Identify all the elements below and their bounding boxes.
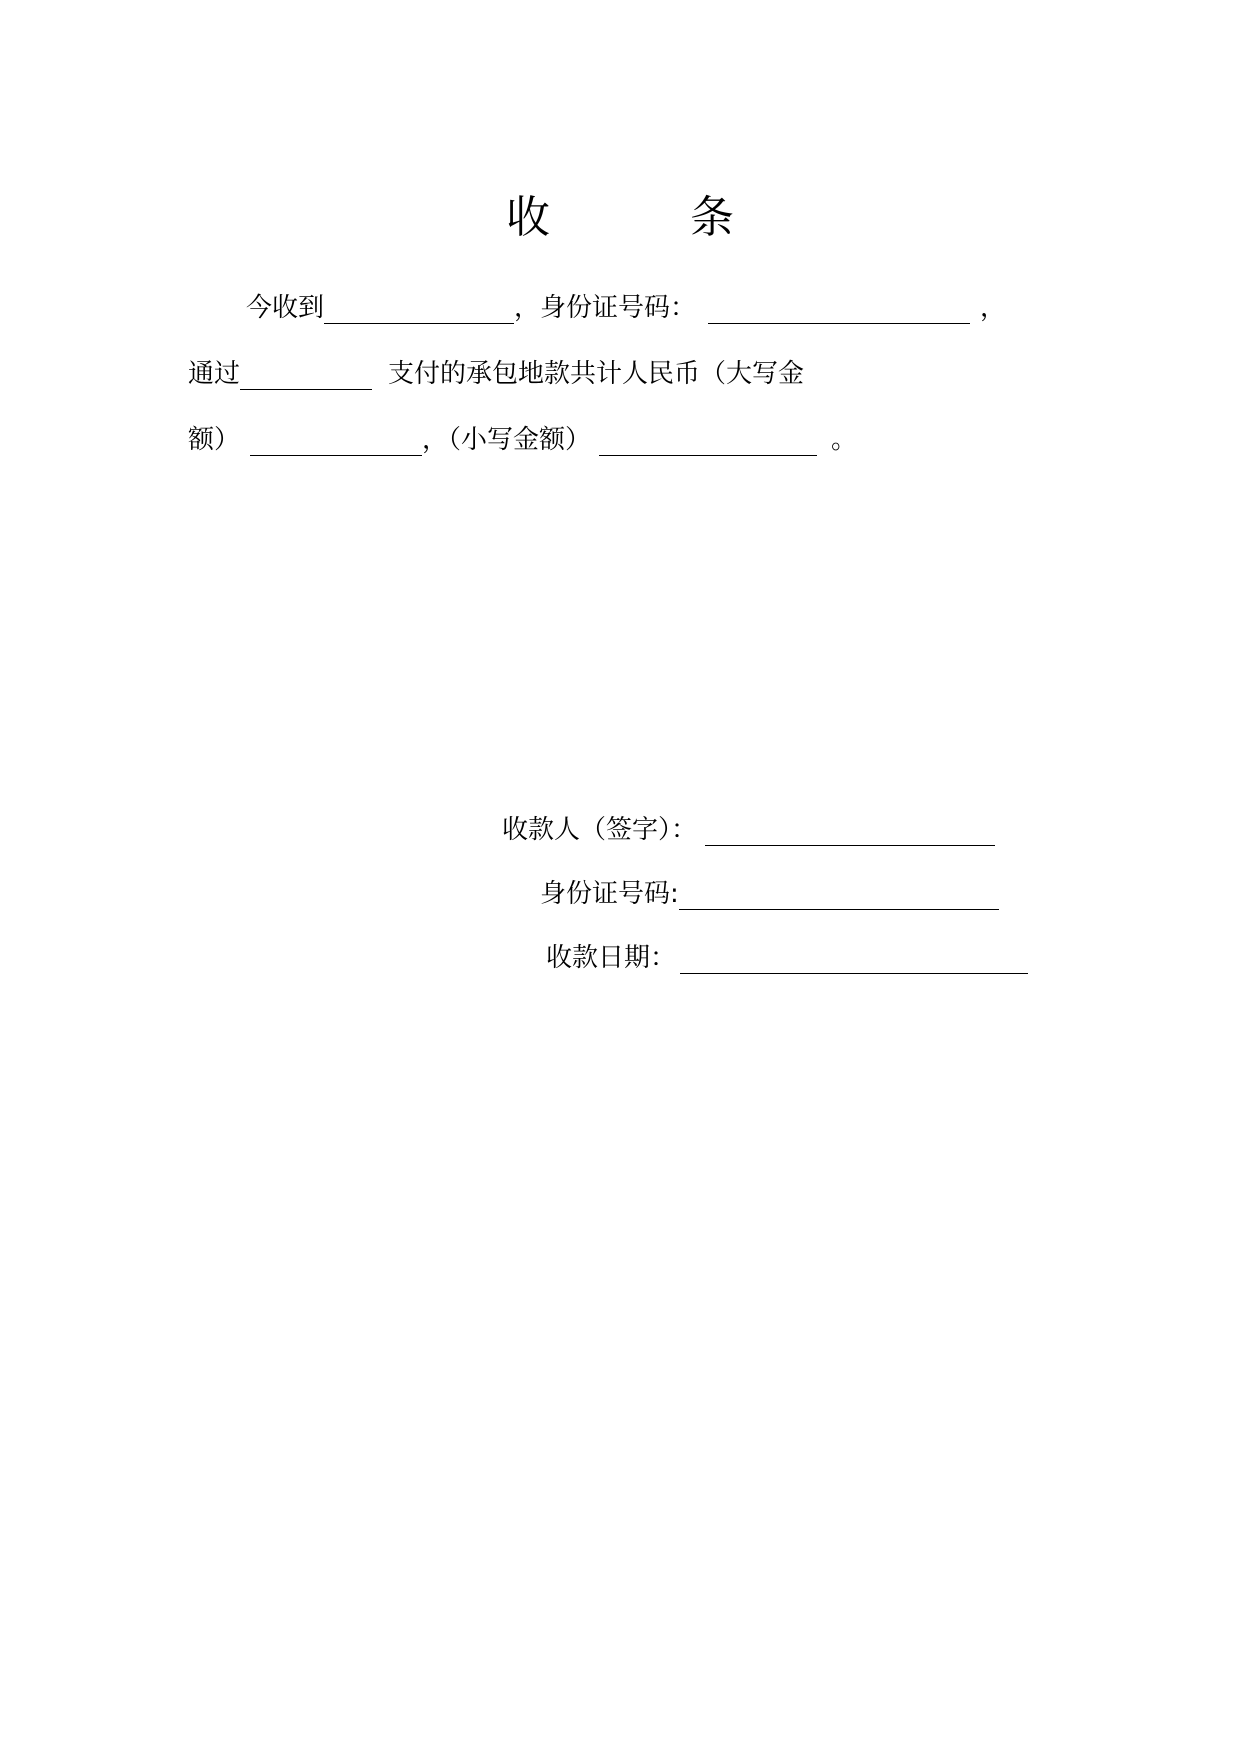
period-text: 。 <box>831 425 858 455</box>
body-line-2 <box>188 354 804 394</box>
body-line-1 <box>246 288 1006 328</box>
payee-id-row <box>540 874 999 914</box>
receipt-date-row <box>546 938 1028 978</box>
comma-text: ， <box>980 293 1007 323</box>
payment-description: 支付的承包地款共计人民币（大写金 <box>388 359 805 389</box>
receipt-date-label: 收款日期： <box>546 943 677 973</box>
via-label: 通过 <box>188 359 241 389</box>
amount-figures-label: ，（小写金额） <box>422 425 592 455</box>
payment-method-field[interactable] <box>240 359 372 390</box>
document-title: 收 条 <box>506 192 782 243</box>
amount-in-words-field[interactable] <box>250 425 422 456</box>
body-line-3 <box>188 420 857 460</box>
payee-id-label: 身份证号码: <box>540 879 679 909</box>
payee-id-field[interactable] <box>679 879 999 910</box>
amount-in-figures-field[interactable] <box>599 425 817 456</box>
receipt-date-field[interactable] <box>680 943 1028 974</box>
id-number-label: ，身份证号码： <box>514 293 697 323</box>
received-from-label: 今收到 <box>246 293 325 323</box>
payee-signature-row <box>502 810 995 850</box>
amount-words-label-end: 额） <box>188 425 241 455</box>
payee-signature-label: 收款人（签字）： <box>502 815 698 845</box>
payee-signature-field[interactable] <box>705 815 995 846</box>
payer-name-field[interactable] <box>324 293 514 324</box>
payer-id-field[interactable] <box>708 293 970 324</box>
